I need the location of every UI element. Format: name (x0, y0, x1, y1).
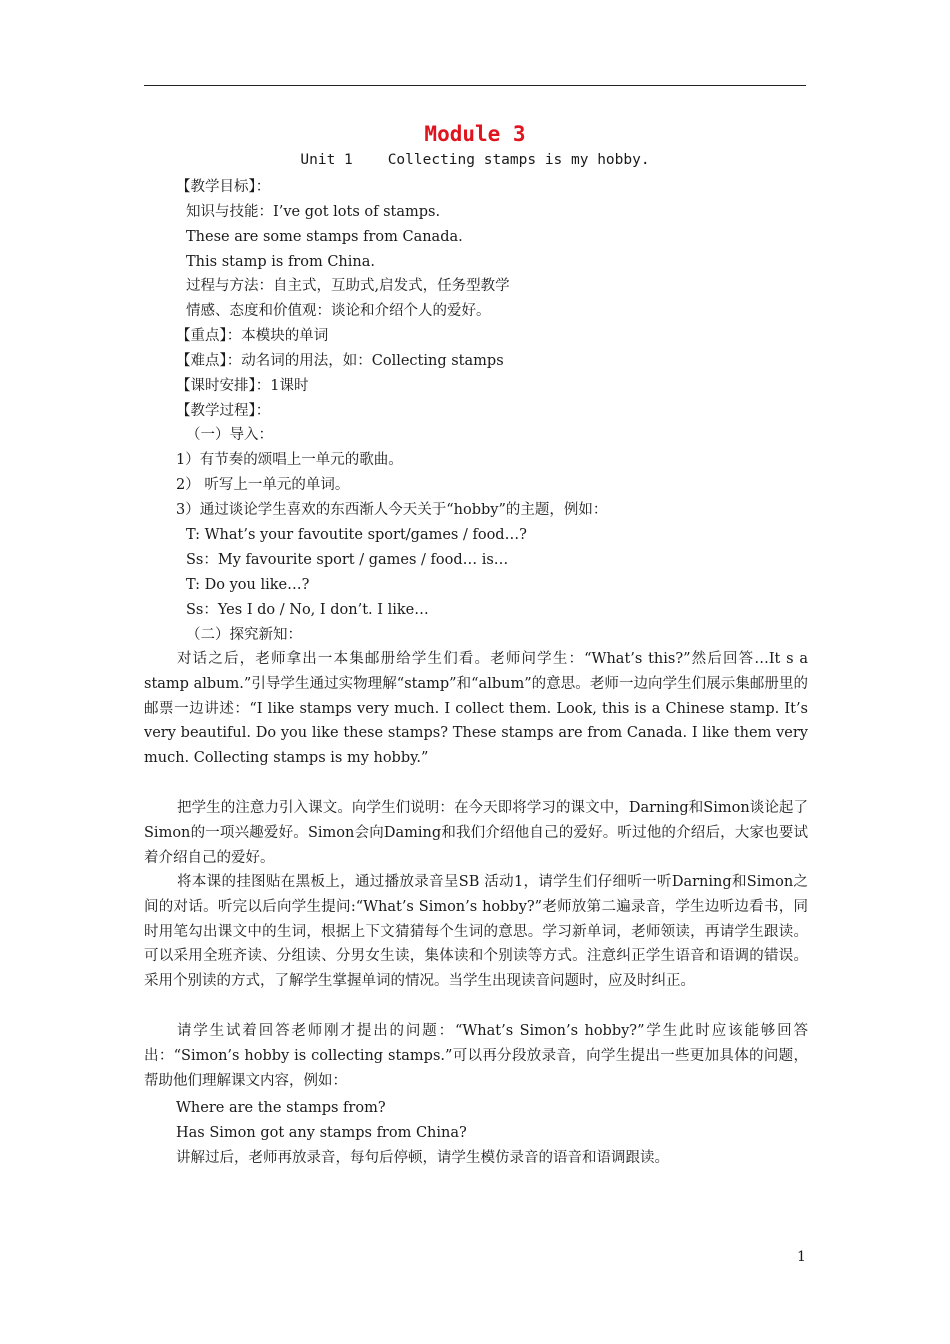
question-china-stamps: Has Simon got any stamps from China? (176, 1125, 467, 1141)
header-rule (144, 85, 806, 86)
step-intro-item-1: 1）有节奏的颂唱上一单元的歌曲。 (176, 452, 403, 468)
objective-process: 过程与方法：自主式，互助式,启发式，任务型教学 (186, 278, 510, 294)
dialogue-line-3: T: Do you like…? (186, 577, 310, 593)
unit-subtitle: Unit 1 Collecting stamps is my hobby. (300, 152, 650, 168)
section-process: 【教学过程】： (176, 403, 271, 419)
section-objectives: 【教学目标】： (176, 179, 271, 195)
paragraph-introduce-text: 把学生的注意力引入课文。向学生们说明：在今天即将学习的课文中，Darning和Simon谈论起了Simon的一项兴趣爱好。Simon会向Daming和我们介绍他自己的爱好。听过他的介绍后，大家也要试着介绍自己的爱好。 (144, 800, 808, 866)
paragraph-listening: 将本课的挂图贴在黑板上，通过播放录音呈SB 活动1，请学生们仔细听一听Darning和Simon之间的对话。听完以后向学生提问:“What’s Simon’s hobby?”老师放第二遍录音，学生边听边看书，同时用笔勾出课文中的生词，根据上下文猜猜每个生词的意思。学习新单词，老师领读，再请学生跟读。可以采用全班齐读、分组读、分男女生读，集体读和个别读等方式。注意纠正学生语音和语调的错误。采用个别读的方式，了解学生掌握单词的情况。当学生出现读音问题时，应及时纠正。 (144, 874, 808, 990)
closing-instruction: 讲解过后，老师再放录音，每句后停顿，请学生模仿录音的语音和语调跟读。 (176, 1150, 669, 1166)
objective-sentence-canada: These are some stamps from Canada. (186, 229, 463, 245)
step-intro-item-3: 3）通过谈论学生喜欢的东西渐人今天关于“hobby”的主题，例如： (176, 502, 608, 518)
section-schedule: 【课时安排】：1课时 (176, 378, 309, 394)
step-explore-heading: （二）探究新知： (186, 627, 302, 643)
objective-sentence-china: This stamp is from China. (186, 254, 375, 270)
page-number: 1 (797, 1249, 806, 1265)
paragraph-stamp-album: 对话之后，老师拿出一本集邮册给学生们看。老师问学生：“What’s this?”然后回答…It s a stamp album.”引导学生通过实物理解“stamp”和“album”的意思。老师一边向学生们展示集邮册里的邮票一边讲述：“I like stamps very much. I collect them. Look, this is a Chinese stamp. It’s very beautiful. Do you like these stamps? These stamps are from Canada. I like them very much. Collecting stamps is my hobby.” (144, 651, 808, 767)
module-title: Module 3 (424, 122, 526, 146)
objective-attitude: 情感、态度和价值观：谈论和介绍个人的爱好。 (186, 303, 491, 319)
dialogue-line-4: Ss：Yes I do / No, I don’t. I like… (186, 602, 429, 618)
step-intro-heading: （一）导入： (186, 427, 273, 443)
dialogue-line-2: Ss：My favourite sport / games / food… is… (186, 552, 509, 568)
section-key-points: 【重点】：本模块的单词 (176, 328, 329, 344)
question-stamps-from: Where are the stamps from? (176, 1100, 386, 1116)
paragraph-questions: 请学生试着回答老师刚才提出的问题：“What’s Simon’s hobby?”学生此时应该能够回答出：“Simon’s hobby is collecting stamps.”可以再分段放录音，向学生提出一些更加具体的问题，帮助他们理解课文内容，例如： (144, 1023, 808, 1089)
step-intro-item-2: 2） 听写上一单元的单词。 (176, 477, 350, 493)
objective-knowledge: 知识与技能：I’ve got lots of stamps. (186, 204, 441, 220)
dialogue-line-1: T: What’s your favoutite sport/games / food…? (186, 527, 527, 543)
section-difficulties: 【难点】：动名词的用法，如：Collecting stamps (176, 353, 504, 369)
